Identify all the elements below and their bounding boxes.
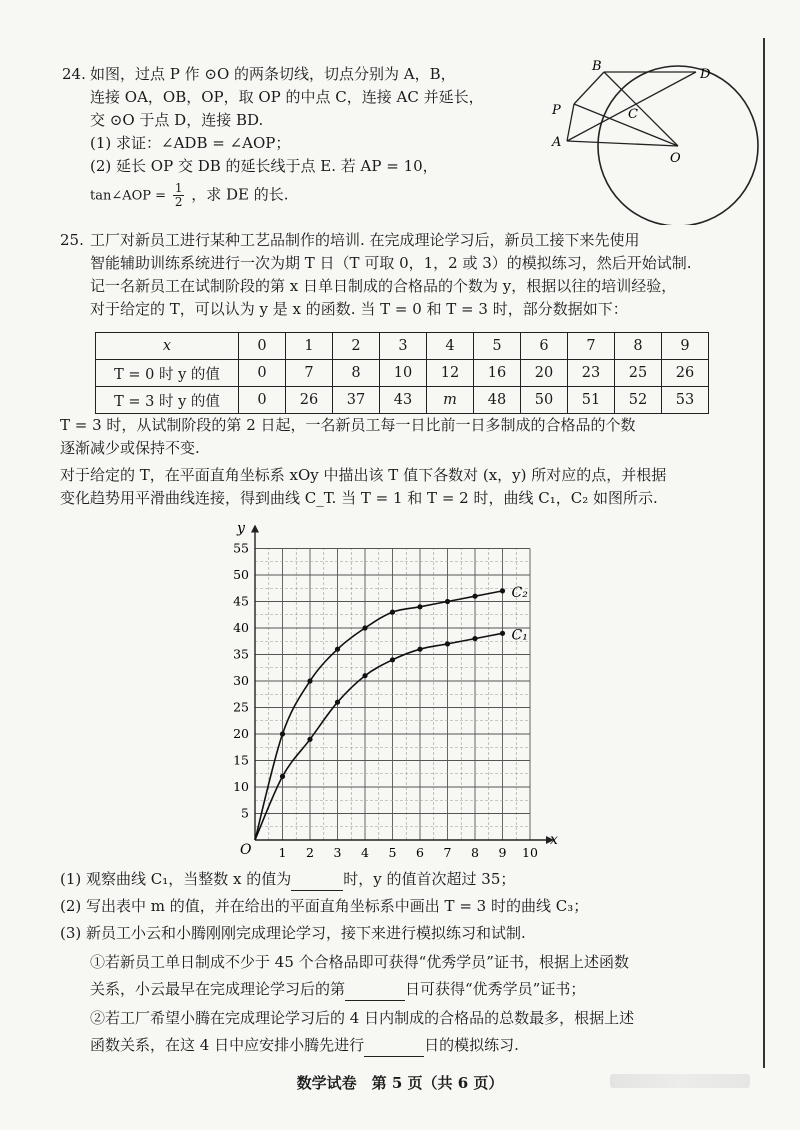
- data-point: [445, 599, 450, 604]
- q24-frac-num: 1: [174, 181, 183, 195]
- table-cell: 12: [427, 360, 474, 387]
- x-tick-label: 5: [388, 845, 397, 860]
- q25-sub1-pre: (1) 观察曲线 C₁，当整数 x 的值为: [60, 870, 292, 888]
- table-header-row: [96, 333, 709, 360]
- q24-geometry-figure: [540, 50, 780, 225]
- q25-p4: 对于给定的 T，可以认为 y 是 x 的函数. 当 T = 0 和 T = 3 时，部分数据如下：: [90, 300, 628, 318]
- table-cell: 53: [662, 387, 709, 414]
- x-tick-label: 4: [361, 845, 369, 860]
- y-tick-label: 45: [233, 593, 249, 609]
- series-label: C₁: [511, 627, 528, 644]
- label-b: B: [592, 59, 602, 74]
- table-cell: 7: [286, 360, 333, 387]
- table-cell: 0: [239, 360, 286, 387]
- x-axis-label: x: [550, 832, 558, 848]
- q25-conditions: [60, 414, 666, 510]
- table-row-t3: [96, 387, 709, 414]
- table-cell: 26: [286, 387, 333, 414]
- x-tick-label: 9: [498, 845, 507, 860]
- table-cell: 51: [568, 387, 615, 414]
- table-cell: 0: [239, 333, 286, 360]
- q24-line3: 交 ⊙O 于点 D，连接 BD.: [90, 111, 264, 129]
- y-tick-label: 25: [233, 699, 249, 715]
- table-cell-m: m: [427, 387, 474, 414]
- q25-sub1: [60, 868, 634, 891]
- table-cell: 20: [521, 360, 568, 387]
- q24-part2b-pre: tan∠AOP =: [90, 188, 167, 204]
- table-cell: 48: [474, 387, 521, 414]
- answer-blank-2[interactable]: [345, 984, 405, 1001]
- q25-sub3a1: ①若新员工单日制成不少于 45 个合格品即可获得“优秀学员”证书，根据上述函数: [90, 953, 629, 971]
- label-p: P: [552, 103, 561, 118]
- q25-number: 25.: [60, 231, 84, 249]
- table-header-label: x: [96, 333, 239, 360]
- x-tick-label: 2: [306, 845, 314, 860]
- y-tick-label: 30: [233, 673, 249, 688]
- q25-p5: T = 3 时，从试制阶段的第 2 日起，一名新员工每一日比前一日多制成的合格品的个数: [60, 416, 636, 434]
- y-tick-label: 20: [233, 726, 249, 741]
- table-cell: 50: [521, 387, 568, 414]
- q25-sub3a2-post: 日可获得“优秀学员”证书；: [405, 980, 586, 998]
- blurred-watermark: [610, 1074, 750, 1088]
- data-point: [307, 678, 312, 683]
- q25-sub3a2: [60, 978, 634, 1001]
- y-axis-arrow: [251, 525, 259, 533]
- answer-blank-3[interactable]: [364, 1040, 424, 1057]
- table-row-label: T = 3 时 y 的值: [96, 387, 239, 414]
- table-cell: 16: [474, 360, 521, 387]
- table-cell: 43: [380, 387, 427, 414]
- table-cell: 3: [380, 333, 427, 360]
- table-cell: 9: [662, 333, 709, 360]
- q25-sub3b2: [60, 1034, 634, 1057]
- tangent-pb: [574, 72, 604, 104]
- y-tick-label: 55: [233, 540, 249, 556]
- q25-data-table: [95, 332, 709, 414]
- data-point: [445, 641, 450, 646]
- question-25: [60, 229, 692, 321]
- table-cell: 25: [615, 360, 662, 387]
- table-cell: 37: [333, 387, 380, 414]
- data-point: [417, 647, 422, 652]
- data-point: [500, 631, 505, 636]
- q25-p8: 变化趋势用平滑曲线连接，得到曲线 C_T. 当 T = 1 和 T = 2 时，曲线 C₁，C₂ 如图所示.: [60, 489, 658, 507]
- q25-p3: 记一名新员工在试制阶段的第 x 日单日制成的合格品的个数为 y，根据以往的培训经验，: [90, 277, 677, 295]
- data-point: [280, 774, 285, 779]
- q25-p6: 逐渐减少或保持不变.: [60, 439, 200, 457]
- table-cell: 52: [615, 387, 662, 414]
- q25-sub3b2-pre: 函数关系，在这 4 日中应安排小腾先进行: [90, 1036, 365, 1054]
- answer-blank-1[interactable]: [291, 874, 343, 891]
- page-footer: 数学试卷 第 5 页（共 6 页）: [296, 1074, 504, 1092]
- data-point: [390, 610, 395, 615]
- segment-op: [574, 104, 678, 146]
- x-tick-label: 1: [278, 845, 287, 860]
- table-cell: 1: [286, 333, 333, 360]
- data-point: [500, 588, 505, 593]
- x-tick-label: 3: [333, 845, 342, 860]
- x-tick-label: 8: [471, 845, 479, 860]
- y-tick-label: 15: [233, 752, 249, 768]
- q25-coordinate-chart: [230, 525, 570, 865]
- table-cell: 0: [239, 387, 286, 414]
- q24-part2a: (2) 延长 OP 交 DB 的延长线于点 E. 若 AP = 10，: [90, 157, 438, 175]
- table-cell: 23: [568, 360, 615, 387]
- table-row-t0: [96, 360, 709, 387]
- data-point: [390, 657, 395, 662]
- table-cell: 7: [568, 333, 615, 360]
- label-a: A: [552, 135, 562, 150]
- question-24: [62, 63, 484, 209]
- q24-part2b-post: ，求 DE 的长.: [191, 185, 289, 204]
- q24-part1: (1) 求证：∠ADB = ∠AOP；: [90, 134, 291, 152]
- segment-ob: [604, 72, 678, 146]
- q24-line1: 如图，过点 P 作 ⊙O 的两条切线，切点分别为 A，B，: [90, 65, 456, 83]
- y-axis-label: y: [237, 525, 245, 537]
- series-label: C₂: [511, 584, 528, 601]
- table-cell: 26: [662, 360, 709, 387]
- q25-p7: 对于给定的 T，在平面直角坐标系 xOy 中描出该 T 值下各数对 (x，y) 所对应的点，并根据: [60, 466, 667, 484]
- data-point: [280, 731, 285, 736]
- q25-p2: 智能辅助训练系统进行一次为期 T 日（T 可取 0，1，2 或 3）的模拟练习，然后开始试制.: [90, 254, 692, 272]
- label-o: O: [670, 151, 681, 166]
- x-tick-label: 10: [522, 845, 538, 860]
- q25-subquestions: [60, 868, 634, 1057]
- table-cell: 2: [333, 333, 380, 360]
- q24-line2: 连接 OA，OB，OP，取 OP 的中点 C，连接 AC 并延长，: [90, 88, 484, 106]
- data-point: [362, 673, 367, 678]
- tangent-pa: [567, 104, 574, 141]
- table-cell: 8: [615, 333, 662, 360]
- q25-p1: 工厂对新员工进行某种工艺品制作的培训. 在完成理论学习后，新员工接下来先使用: [90, 231, 640, 249]
- q24-frac-den: 2: [174, 195, 183, 209]
- data-point: [362, 625, 367, 630]
- label-c: C: [628, 107, 638, 122]
- segment-oa: [567, 141, 678, 146]
- table-cell: 6: [521, 333, 568, 360]
- y-tick-label: 10: [233, 779, 249, 794]
- label-d: D: [700, 67, 711, 82]
- q25-sub1-post: 时，y 的值首次超过 35；: [343, 870, 516, 888]
- y-tick-label: 50: [233, 567, 249, 582]
- data-point: [335, 700, 340, 705]
- y-tick-label: 35: [233, 646, 249, 662]
- data-point: [307, 737, 312, 742]
- x-tick-label: 6: [416, 845, 424, 860]
- chart-grid: [255, 549, 530, 841]
- table-cell: 5: [474, 333, 521, 360]
- q24-part2b: [90, 182, 484, 209]
- table-row-label: T = 0 时 y 的值: [96, 360, 239, 387]
- table-cell: 10: [380, 360, 427, 387]
- table-cell: 4: [427, 333, 474, 360]
- data-point: [472, 636, 477, 641]
- q25-sub3a2-pre: 关系，小云最早在完成理论学习后的第: [90, 980, 346, 998]
- data-point: [472, 594, 477, 599]
- q24-fraction: [173, 182, 185, 209]
- q25-sub3b1: ②若工厂希望小腾在完成理论学习后的 4 日内制成的合格品的总数最多，根据上述: [90, 1009, 635, 1027]
- data-point: [335, 647, 340, 652]
- data-point: [417, 604, 422, 609]
- q25-sub2: (2) 写出表中 m 的值，并在给出的平面直角坐标系中画出 T = 3 时的曲线 C₃；: [60, 897, 589, 915]
- q25-sub3b2-post: 日的模拟练习.: [424, 1036, 519, 1054]
- origin-label: O: [240, 842, 252, 858]
- x-tick-label: 7: [443, 845, 452, 860]
- table-cell: 8: [333, 360, 380, 387]
- q25-sub3: (3) 新员工小云和小腾刚刚完成理论学习，接下来进行模拟练习和试制.: [60, 924, 526, 942]
- y-tick-label: 40: [233, 620, 249, 635]
- q24-number: 24.: [62, 65, 86, 83]
- y-tick-label: 5: [241, 805, 249, 821]
